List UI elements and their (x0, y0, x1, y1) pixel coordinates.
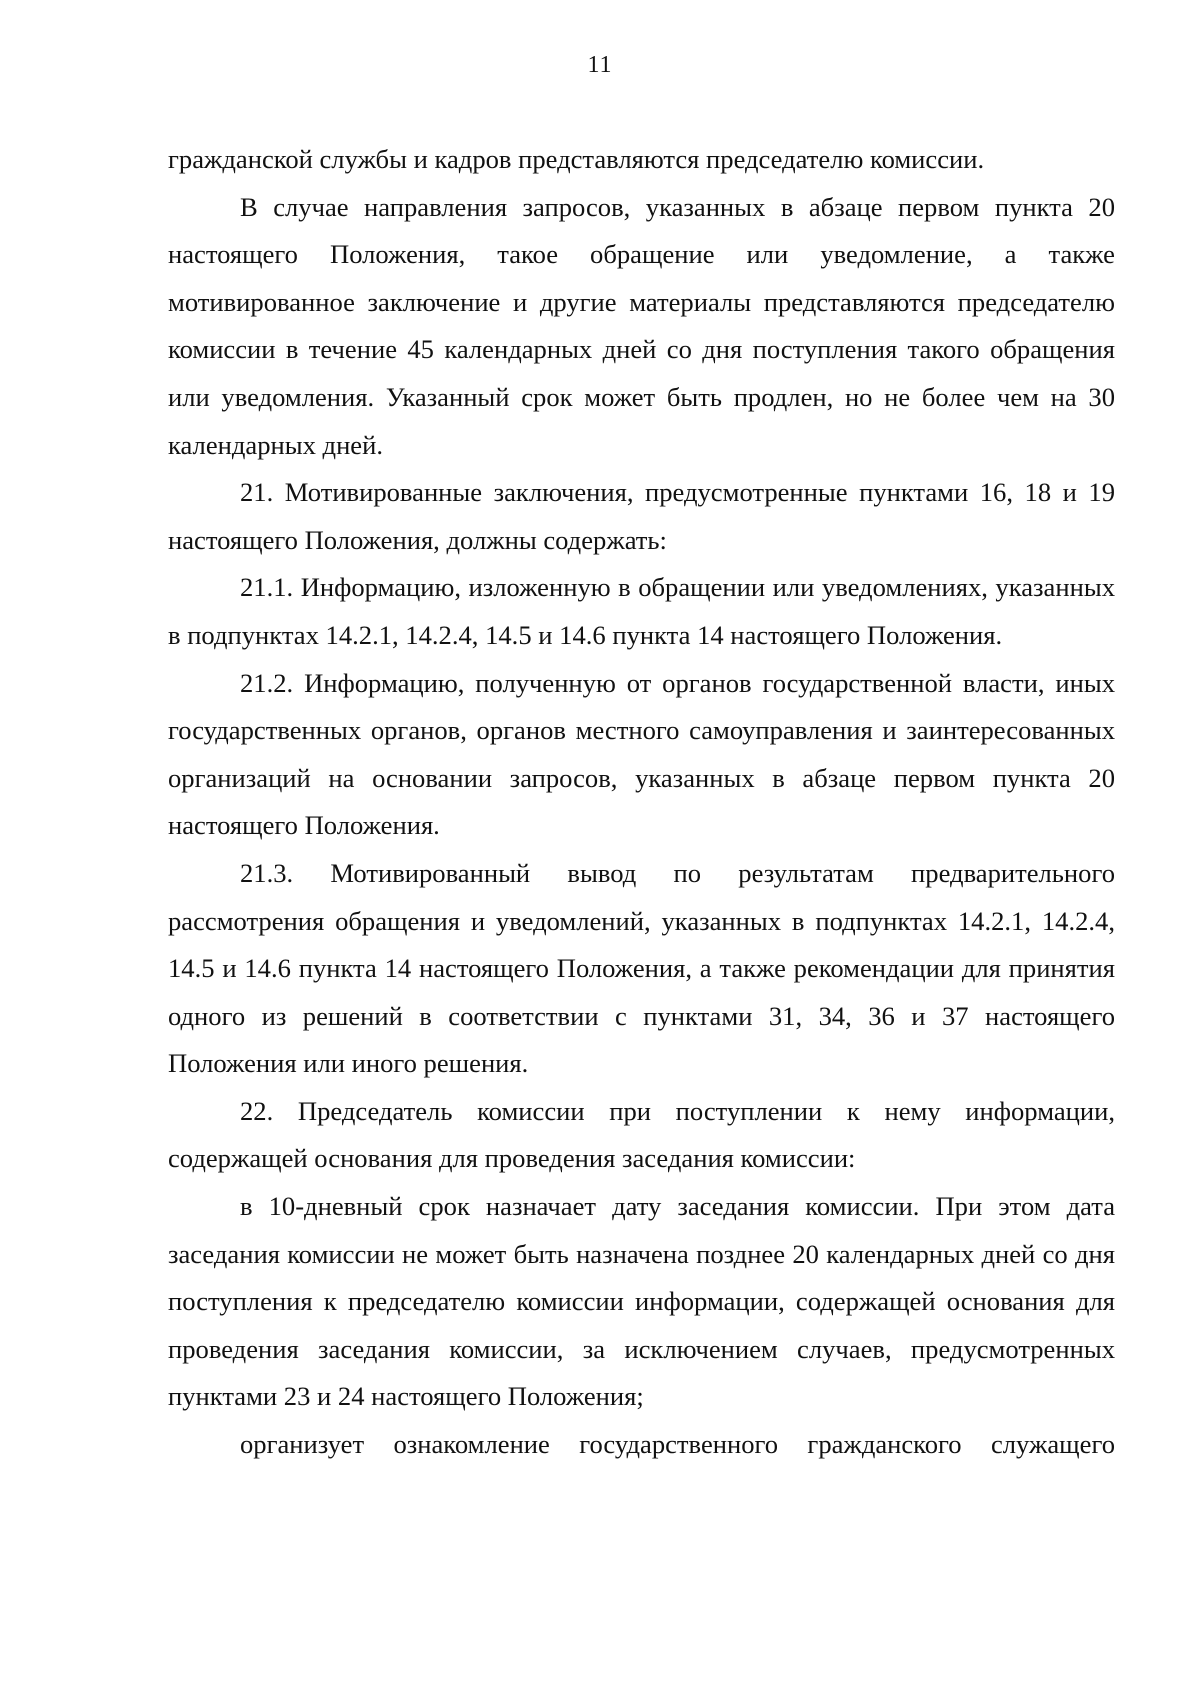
paragraph-22-familiarization: организует ознакомление государственного гражданского служащего (240, 1429, 1115, 1460)
paragraph-21-3: 21.3. Мотивированный вывод по результатам предварительного рассмотрения обращения и уведомлений, указанных в подпунктах 14.2.1, 14.2.4, 14.5 и 14.6 пункта 14 настоящего Положения, а также рекомендации для принятия одного из решений в соответствии с пунктами 31, 34, 36 и 37 настоящего Положения или иного решения. (168, 857, 1115, 1079)
paragraph-21: 21. Мотивированные заключения, предусмотренные пунктами 16, 18 и 19 настоящего Положения, должны содержать: (168, 477, 1115, 555)
document-body (168, 136, 1115, 1469)
paragraph-21-2: 21.2. Информацию, полученную от органов государственной власти, иных государственных органов, органов местного самоуправления и заинтересованных организаций на основании запросов, указанных в абзаце первом пункта 20 настоящего Положения. (168, 667, 1115, 841)
paragraph-requests-deadline: В случае направления запросов, указанных в абзаце первом пункта 20 настоящего Положения, такое обращение или уведомление, а также мотивированное заключение и другие материалы представляются председателю комиссии в течение 45 календарных дней со дня поступления такого обращения или уведомления. Указанный срок может быть продлен, но не более чем на 30 календарных дней. (168, 191, 1115, 460)
paragraph-22-meeting-date: в 10-дневный срок назначает дату заседания комиссии. При этом дата заседания комиссии не может быть назначена позднее 20 календарных дней со дня поступления к председателю комиссии информации, содержащей основания для проведения заседания комиссии, за исключением случаев, предусмотренных пунктами 23 и 24 настоящего Положения; (168, 1191, 1115, 1412)
paragraph-continuation: гражданской службы и кадров представляются председателю комиссии. (168, 144, 985, 174)
paragraph-22: 22. Председатель комиссии при поступлении к нему информации, содержащей основания для проведения заседания комиссии: (168, 1095, 1115, 1174)
page-number: 11 (587, 52, 613, 78)
paragraph-21-1: 21.1. Информацию, изложенную в обращении или уведомлениях, указанных в подпунктах 14.2.1, 14.2.4, 14.5 и 14.6 пункта 14 настоящего Положения. (168, 572, 1115, 650)
